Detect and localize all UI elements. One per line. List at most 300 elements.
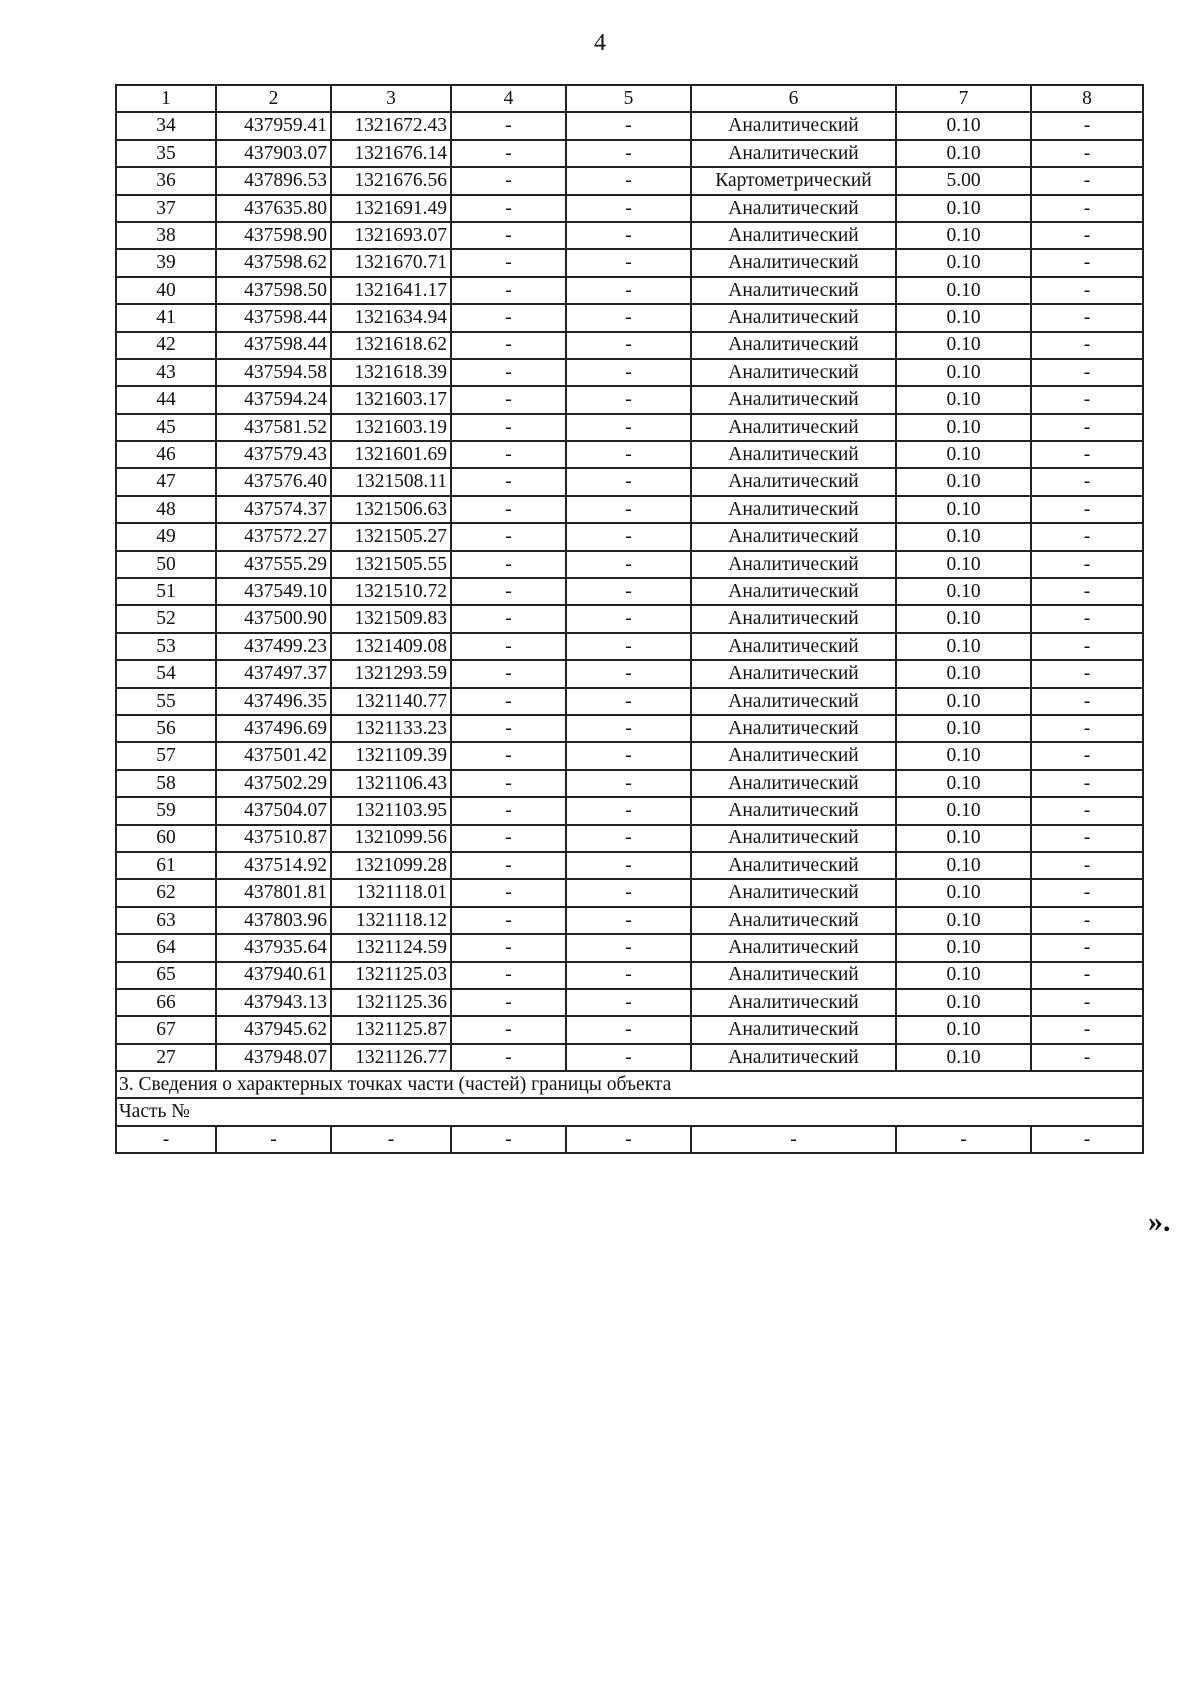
cell-point-number: 56 <box>116 715 216 742</box>
cell-col-8: - <box>1031 496 1143 523</box>
cell-col-8: - <box>1031 414 1143 441</box>
cell-col-5: - <box>566 441 691 468</box>
cell-accuracy: 0.10 <box>896 962 1031 989</box>
cell-col-5: - <box>566 468 691 495</box>
cell-method: Картометрический <box>691 167 896 194</box>
cell-col-8: - <box>1031 441 1143 468</box>
cell-point-number: 37 <box>116 195 216 222</box>
cell-col-4: - <box>451 140 566 167</box>
cell-col-8: - <box>1031 222 1143 249</box>
cell-coord-y: 1321106.43 <box>331 770 451 797</box>
cell-coord-y: 1321672.43 <box>331 112 451 139</box>
cell-col-4: - <box>451 660 566 687</box>
cell-accuracy: 0.10 <box>896 907 1031 934</box>
cell-col-8: - <box>1031 578 1143 605</box>
cell-col-4: - <box>451 879 566 906</box>
cell-accuracy: 0.10 <box>896 359 1031 386</box>
cell-col-4: - <box>451 359 566 386</box>
cell-col-5: - <box>566 1126 691 1153</box>
cell-accuracy: 0.10 <box>896 688 1031 715</box>
cell-coord-y: 1321601.69 <box>331 441 451 468</box>
cell-method: Аналитический <box>691 962 896 989</box>
cell-point-number: 51 <box>116 578 216 605</box>
cell-col-5: - <box>566 825 691 852</box>
cell-coord-x: 437896.53 <box>216 167 331 194</box>
table-row <box>116 414 1143 441</box>
cell-method: Аналитический <box>691 770 896 797</box>
cell-col-5: - <box>566 1016 691 1043</box>
cell-method: Аналитический <box>691 852 896 879</box>
cell-coord-x: 437948.07 <box>216 1044 331 1071</box>
cell-point-number: 34 <box>116 112 216 139</box>
cell-point-number: 27 <box>116 1044 216 1071</box>
cell-coord-y: 1321099.56 <box>331 825 451 852</box>
cell-accuracy: 0.10 <box>896 989 1031 1016</box>
cell-col-8: - <box>1031 633 1143 660</box>
cell-coord-y: 1321099.28 <box>331 852 451 879</box>
cell-point-number: 64 <box>116 934 216 961</box>
cell-col-4: - <box>451 715 566 742</box>
cell-coord-y: - <box>331 1126 451 1153</box>
cell-accuracy: 0.10 <box>896 304 1031 331</box>
cell-coord-x: 437594.24 <box>216 386 331 413</box>
cell-col-8: - <box>1031 304 1143 331</box>
cell-coord-x: 437500.90 <box>216 605 331 632</box>
coordinates-table <box>115 84 1144 1154</box>
cell-coord-x: 437496.69 <box>216 715 331 742</box>
table-row <box>116 907 1143 934</box>
cell-accuracy: 0.10 <box>896 332 1031 359</box>
cell-col-8: - <box>1031 1126 1143 1153</box>
cell-col-4: - <box>451 332 566 359</box>
cell-coord-y: 1321126.77 <box>331 1044 451 1071</box>
cell-point-number: 59 <box>116 797 216 824</box>
cell-method: Аналитический <box>691 907 896 934</box>
cell-col-8: - <box>1031 332 1143 359</box>
cell-coord-y: 1321505.55 <box>331 551 451 578</box>
cell-col-5: - <box>566 660 691 687</box>
cell-method: Аналитический <box>691 934 896 961</box>
cell-col-5: - <box>566 359 691 386</box>
cell-coord-y: 1321641.17 <box>331 277 451 304</box>
cell-coord-y: 1321509.83 <box>331 605 451 632</box>
cell-method: Аналитический <box>691 304 896 331</box>
table-row <box>116 1044 1143 1071</box>
cell-col-5: - <box>566 989 691 1016</box>
cell-method: 6 <box>691 85 896 112</box>
cell-col-8: - <box>1031 797 1143 824</box>
cell-col-4: - <box>451 468 566 495</box>
cell-coord-y: 1321140.77 <box>331 688 451 715</box>
cell-col-8: - <box>1031 167 1143 194</box>
cell-method: Аналитический <box>691 989 896 1016</box>
cell-col-8: - <box>1031 907 1143 934</box>
cell-col-4: - <box>451 523 566 550</box>
cell-point-number: 35 <box>116 140 216 167</box>
cell-col-8: - <box>1031 660 1143 687</box>
cell-col-8: - <box>1031 742 1143 769</box>
closing-quote-mark: ». <box>1148 1205 1171 1238</box>
cell-coord-x: 437940.61 <box>216 962 331 989</box>
cell-point-number: 41 <box>116 304 216 331</box>
cell-coord-y: 1321109.39 <box>331 742 451 769</box>
table-row <box>116 167 1143 194</box>
cell-method: Аналитический <box>691 633 896 660</box>
cell-accuracy: 0.10 <box>896 386 1031 413</box>
cell-col-8: - <box>1031 879 1143 906</box>
section-title: 3. Сведения о характерных точках части (частей) границы объекта <box>116 1071 1143 1098</box>
cell-method: Аналитический <box>691 414 896 441</box>
cell-method: Аналитический <box>691 660 896 687</box>
cell-accuracy: 0.10 <box>896 1044 1031 1071</box>
cell-col-5: - <box>566 523 691 550</box>
cell-method: Аналитический <box>691 468 896 495</box>
cell-coord-x: 437572.27 <box>216 523 331 550</box>
cell-coord-x: 437510.87 <box>216 825 331 852</box>
cell-coord-y: 1321676.56 <box>331 167 451 194</box>
cell-point-number: 55 <box>116 688 216 715</box>
cell-col-4: - <box>451 797 566 824</box>
cell-accuracy: 0.10 <box>896 742 1031 769</box>
cell-method: Аналитический <box>691 112 896 139</box>
cell-col-4: - <box>451 1126 566 1153</box>
table-row <box>116 852 1143 879</box>
table-row <box>116 468 1143 495</box>
cell-accuracy: 0.10 <box>896 770 1031 797</box>
cell-coord-x: 437574.37 <box>216 496 331 523</box>
cell-point-number: 54 <box>116 660 216 687</box>
table-row <box>116 742 1143 769</box>
cell-col-5: - <box>566 140 691 167</box>
cell-col-5: - <box>566 879 691 906</box>
cell-coord-y: 1321125.03 <box>331 962 451 989</box>
table-header-row <box>116 85 1143 112</box>
cell-method: Аналитический <box>691 249 896 276</box>
table-row <box>116 797 1143 824</box>
table-row <box>116 770 1143 797</box>
cell-method: Аналитический <box>691 359 896 386</box>
table-row <box>116 989 1143 1016</box>
table-row <box>116 1016 1143 1043</box>
table-row <box>116 825 1143 852</box>
table-row <box>116 112 1143 139</box>
cell-method: Аналитический <box>691 797 896 824</box>
cell-col-5: - <box>566 332 691 359</box>
cell-method: - <box>691 1126 896 1153</box>
cell-col-8: - <box>1031 551 1143 578</box>
cell-accuracy: 0.10 <box>896 578 1031 605</box>
cell-coord-x: 437581.52 <box>216 414 331 441</box>
cell-col-5: - <box>566 414 691 441</box>
cell-col-5: - <box>566 496 691 523</box>
cell-col-4: - <box>451 989 566 1016</box>
cell-coord-x: 437943.13 <box>216 989 331 1016</box>
cell-method: Аналитический <box>691 441 896 468</box>
cell-accuracy: 0.10 <box>896 797 1031 824</box>
table-row <box>116 195 1143 222</box>
cell-method: Аналитический <box>691 195 896 222</box>
table-row <box>116 523 1143 550</box>
cell-point-number: 61 <box>116 852 216 879</box>
cell-col-4: - <box>451 112 566 139</box>
cell-col-5: - <box>566 688 691 715</box>
cell-col-4: - <box>451 578 566 605</box>
cell-col-5: - <box>566 742 691 769</box>
table-row <box>116 551 1143 578</box>
cell-col-8: - <box>1031 1016 1143 1043</box>
table-row <box>116 359 1143 386</box>
cell-accuracy: 0.10 <box>896 660 1031 687</box>
cell-point-number: 42 <box>116 332 216 359</box>
cell-col-5: - <box>566 195 691 222</box>
table-row <box>116 496 1143 523</box>
cell-col-5: - <box>566 578 691 605</box>
cell-col-5: - <box>566 907 691 934</box>
cell-accuracy: 0.10 <box>896 551 1031 578</box>
cell-coord-x: 2 <box>216 85 331 112</box>
cell-point-number: 63 <box>116 907 216 934</box>
cell-col-4: - <box>451 277 566 304</box>
cell-coord-x: 437576.40 <box>216 468 331 495</box>
cell-coord-y: 1321634.94 <box>331 304 451 331</box>
cell-col-4: - <box>451 934 566 961</box>
cell-coord-y: 1321693.07 <box>331 222 451 249</box>
cell-point-number: 47 <box>116 468 216 495</box>
cell-col-5: - <box>566 852 691 879</box>
cell-coord-x: 437598.44 <box>216 332 331 359</box>
cell-accuracy: 0.10 <box>896 496 1031 523</box>
cell-col-4: - <box>451 962 566 989</box>
cell-point-number: 52 <box>116 605 216 632</box>
cell-accuracy: 0.10 <box>896 441 1031 468</box>
cell-point-number: 46 <box>116 441 216 468</box>
cell-col-4: - <box>451 386 566 413</box>
cell-point-number: 67 <box>116 1016 216 1043</box>
cell-col-8: - <box>1031 934 1143 961</box>
cell-col-4: - <box>451 249 566 276</box>
cell-col-8: - <box>1031 688 1143 715</box>
cell-coord-y: 1321618.62 <box>331 332 451 359</box>
cell-coord-y: 1321125.87 <box>331 1016 451 1043</box>
cell-col-8: - <box>1031 249 1143 276</box>
cell-method: Аналитический <box>691 551 896 578</box>
cell-method: Аналитический <box>691 222 896 249</box>
cell-method: Аналитический <box>691 605 896 632</box>
cell-col-4: - <box>451 304 566 331</box>
cell-accuracy: 0.10 <box>896 523 1031 550</box>
table-row <box>116 578 1143 605</box>
cell-col-4: - <box>451 1044 566 1071</box>
cell-method: Аналитический <box>691 523 896 550</box>
cell-point-number: 60 <box>116 825 216 852</box>
cell-coord-x: 437502.29 <box>216 770 331 797</box>
cell-col-4: - <box>451 688 566 715</box>
cell-accuracy: 0.10 <box>896 852 1031 879</box>
cell-coord-y: 1321124.59 <box>331 934 451 961</box>
cell-point-number: 1 <box>116 85 216 112</box>
cell-coord-x: 437549.10 <box>216 578 331 605</box>
coordinates-table-wrapper <box>115 84 1144 1154</box>
table-row <box>116 605 1143 632</box>
cell-point-number: 48 <box>116 496 216 523</box>
cell-coord-y: 1321603.17 <box>331 386 451 413</box>
cell-col-5: - <box>566 962 691 989</box>
table-row <box>116 715 1143 742</box>
cell-coord-x: 437496.35 <box>216 688 331 715</box>
cell-accuracy: 0.10 <box>896 414 1031 441</box>
cell-point-number: 66 <box>116 989 216 1016</box>
cell-coord-x: 437579.43 <box>216 441 331 468</box>
cell-point-number: 50 <box>116 551 216 578</box>
cell-accuracy: 0.10 <box>896 277 1031 304</box>
cell-coord-x: 437598.50 <box>216 277 331 304</box>
cell-method: Аналитический <box>691 496 896 523</box>
cell-coord-x: 437959.41 <box>216 112 331 139</box>
cell-col-5: - <box>566 934 691 961</box>
cell-col-4: - <box>451 907 566 934</box>
cell-method: Аналитический <box>691 742 896 769</box>
cell-coord-x: 437598.90 <box>216 222 331 249</box>
cell-col-8: - <box>1031 770 1143 797</box>
cell-col-5: - <box>566 249 691 276</box>
cell-accuracy: 0.10 <box>896 715 1031 742</box>
cell-coord-x: 437945.62 <box>216 1016 331 1043</box>
cell-point-number: 39 <box>116 249 216 276</box>
cell-coord-y: 1321103.95 <box>331 797 451 824</box>
cell-col-8: - <box>1031 605 1143 632</box>
cell-coord-y: 1321505.27 <box>331 523 451 550</box>
cell-accuracy: 0.10 <box>896 825 1031 852</box>
cell-accuracy: 0.10 <box>896 140 1031 167</box>
cell-col-5: 5 <box>566 85 691 112</box>
cell-accuracy: 0.10 <box>896 468 1031 495</box>
cell-method: Аналитический <box>691 879 896 906</box>
page-number: 4 <box>594 30 606 56</box>
table-row <box>116 879 1143 906</box>
table-row <box>116 332 1143 359</box>
cell-coord-y: 1321508.11 <box>331 468 451 495</box>
cell-col-5: - <box>566 605 691 632</box>
cell-coord-x: 437514.92 <box>216 852 331 879</box>
cell-col-5: - <box>566 386 691 413</box>
cell-col-4: - <box>451 825 566 852</box>
cell-method: Аналитический <box>691 578 896 605</box>
cell-col-4: - <box>451 222 566 249</box>
cell-coord-y: 1321125.36 <box>331 989 451 1016</box>
cell-col-4: - <box>451 496 566 523</box>
cell-col-4: - <box>451 441 566 468</box>
cell-coord-x: 437594.58 <box>216 359 331 386</box>
section-title-row <box>116 1071 1143 1098</box>
cell-coord-y: 1321118.12 <box>331 907 451 934</box>
cell-col-4: - <box>451 195 566 222</box>
cell-col-8: - <box>1031 140 1143 167</box>
cell-col-8: - <box>1031 359 1143 386</box>
cell-col-8: - <box>1031 962 1143 989</box>
cell-col-8: - <box>1031 468 1143 495</box>
table-row <box>116 277 1143 304</box>
part-label: Часть № <box>116 1098 1143 1125</box>
cell-coord-x: 437935.64 <box>216 934 331 961</box>
cell-coord-x: 437497.37 <box>216 660 331 687</box>
cell-col-4: - <box>451 551 566 578</box>
cell-col-5: - <box>566 633 691 660</box>
table-row <box>116 304 1143 331</box>
cell-col-8: 8 <box>1031 85 1143 112</box>
cell-accuracy: 0.10 <box>896 934 1031 961</box>
cell-col-4: - <box>451 167 566 194</box>
cell-accuracy: - <box>896 1126 1031 1153</box>
cell-coord-y: 1321118.01 <box>331 879 451 906</box>
cell-coord-y: 1321293.59 <box>331 660 451 687</box>
cell-coord-y: 1321618.39 <box>331 359 451 386</box>
cell-col-8: - <box>1031 852 1143 879</box>
table-row <box>116 660 1143 687</box>
cell-method: Аналитический <box>691 825 896 852</box>
cell-coord-y: 1321676.14 <box>331 140 451 167</box>
cell-col-5: - <box>566 222 691 249</box>
cell-coord-x: 437598.44 <box>216 304 331 331</box>
cell-coord-y: 3 <box>331 85 451 112</box>
cell-accuracy: 0.10 <box>896 195 1031 222</box>
cell-coord-y: 1321409.08 <box>331 633 451 660</box>
cell-point-number: 38 <box>116 222 216 249</box>
cell-coord-x: - <box>216 1126 331 1153</box>
cell-coord-x: 437803.96 <box>216 907 331 934</box>
table-body <box>116 85 1143 1153</box>
cell-method: Аналитический <box>691 386 896 413</box>
cell-coord-x: 437499.23 <box>216 633 331 660</box>
cell-method: Аналитический <box>691 1016 896 1043</box>
cell-col-8: - <box>1031 715 1143 742</box>
cell-accuracy: 5.00 <box>896 167 1031 194</box>
cell-col-4: - <box>451 770 566 797</box>
table-row <box>116 934 1143 961</box>
cell-col-8: - <box>1031 386 1143 413</box>
cell-coord-x: 437501.42 <box>216 742 331 769</box>
cell-accuracy: 0.10 <box>896 633 1031 660</box>
cell-point-number: 65 <box>116 962 216 989</box>
cell-col-4: - <box>451 852 566 879</box>
table-row <box>116 222 1143 249</box>
cell-col-4: - <box>451 414 566 441</box>
cell-point-number: 57 <box>116 742 216 769</box>
cell-accuracy: 0.10 <box>896 112 1031 139</box>
table-row <box>116 962 1143 989</box>
cell-coord-x: 437903.07 <box>216 140 331 167</box>
cell-method: Аналитический <box>691 1044 896 1071</box>
table-row <box>116 386 1143 413</box>
cell-coord-y: 1321510.72 <box>331 578 451 605</box>
cell-col-4: - <box>451 742 566 769</box>
cell-col-8: - <box>1031 195 1143 222</box>
cell-point-number: - <box>116 1126 216 1153</box>
cell-col-8: - <box>1031 112 1143 139</box>
cell-col-5: - <box>566 797 691 824</box>
cell-coord-x: 437635.80 <box>216 195 331 222</box>
cell-point-number: 62 <box>116 879 216 906</box>
cell-method: Аналитический <box>691 332 896 359</box>
cell-accuracy: 0.10 <box>896 605 1031 632</box>
table-row <box>116 249 1143 276</box>
cell-coord-x: 437598.62 <box>216 249 331 276</box>
cell-accuracy: 0.10 <box>896 1016 1031 1043</box>
cell-col-5: - <box>566 1044 691 1071</box>
cell-col-5: - <box>566 112 691 139</box>
cell-point-number: 45 <box>116 414 216 441</box>
cell-point-number: 43 <box>116 359 216 386</box>
empty-row <box>116 1126 1143 1153</box>
